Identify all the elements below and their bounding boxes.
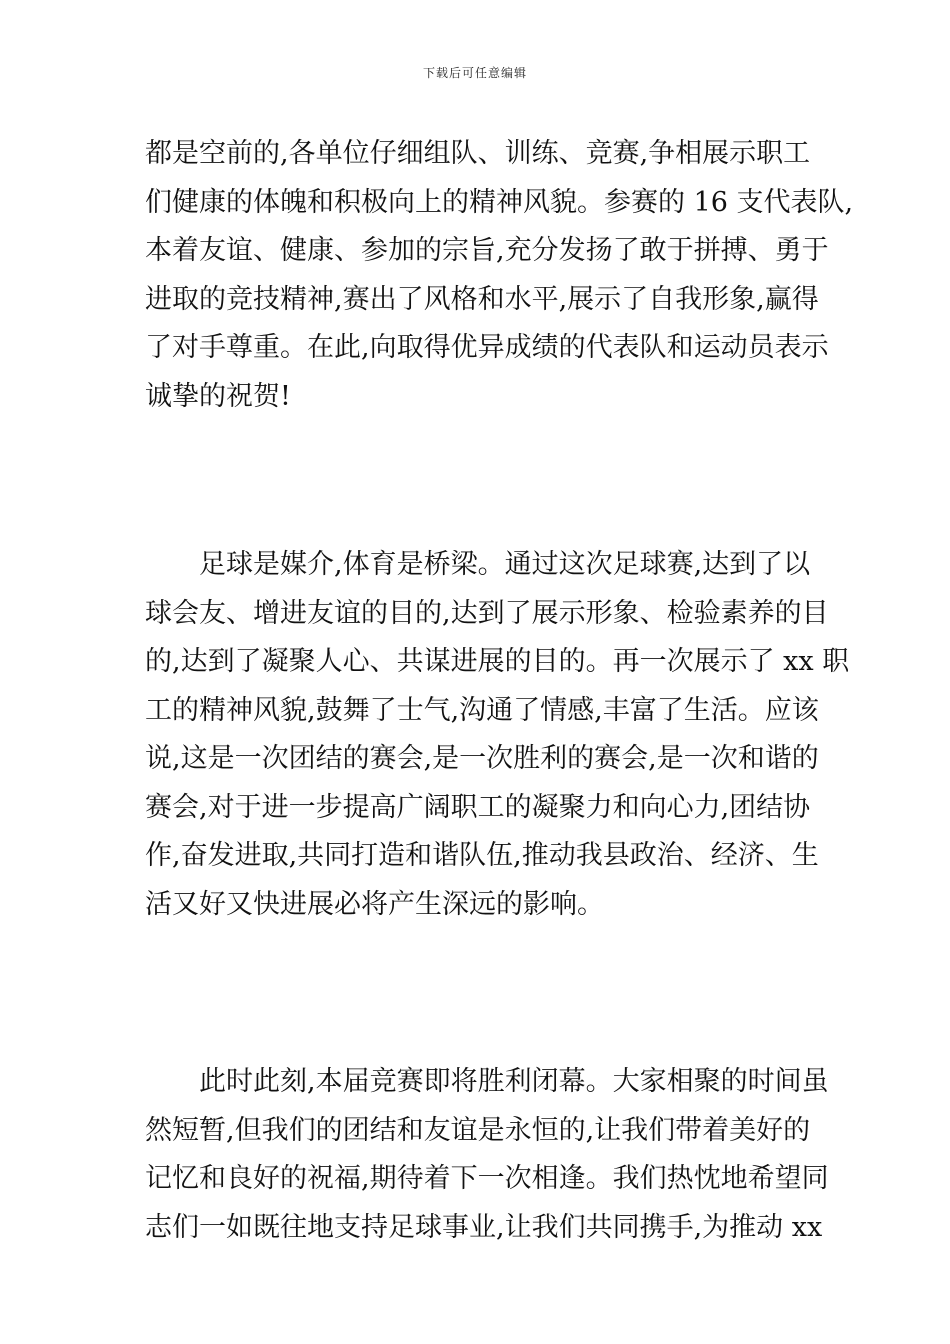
document-body — [145, 130, 854, 1252]
text-line: 了对手尊重。在此,向取得优异成绩的代表队和运动员表示 — [145, 332, 829, 363]
paragraph-1 — [145, 130, 854, 421]
text-line: 记忆和良好的祝福,期待着下一次相逢。我们热忱地希望同 — [145, 1163, 829, 1194]
text-line: 球会友、增进友谊的目的,达到了展示形象、检验素养的目 — [145, 597, 829, 629]
text-line: 进取的竞技精神,赛出了风格和水平,展示了自我形象,赢得 — [145, 283, 819, 315]
text-line: 活又好又快进展必将产生深远的影响。 — [145, 888, 604, 920]
text-line: 然短暂,但我们的团结和友谊是永恒的,让我们带着美好的 — [145, 1114, 811, 1146]
paragraph-2 — [145, 541, 850, 929]
text-line: 足球是媒介,体育是桥梁。通过这次足球赛,达到了以 — [199, 549, 811, 580]
text-line: 诚挚的祝贺! — [145, 380, 291, 412]
text-line: 本着友谊、健康、参加的宗旨,充分发扬了敢于拼搏、勇于 — [145, 235, 829, 266]
text-line: 说,这是一次团结的赛会,是一次胜利的赛会,是一次和谐的 — [145, 743, 819, 774]
text-line: 们健康的体魄和积极向上的精神风貌。参赛的 16 支代表队, — [145, 186, 854, 218]
text-line: 此时此刻,本届竞赛即将胜利闭幕。大家相聚的时间虽 — [199, 1066, 829, 1097]
text-line: 工的精神风貌,鼓舞了士气,沟通了情感,丰富了生活。应该 — [145, 694, 819, 726]
text-line: 都是空前的,各单位仔细组队、训练、竞赛,争相展示职工 — [145, 138, 811, 169]
text-line: 作,奋发进取,共同打造和谐队伍,推动我县政治、经济、生 — [145, 840, 819, 871]
page-header: 下载后可任意编辑 — [422, 66, 527, 80]
text-line: 的,达到了凝聚人心、共谋进展的目的。再一次展示了 xx 职 — [145, 646, 850, 677]
paragraph-3 — [145, 1058, 829, 1252]
paragraph-spacer — [145, 421, 810, 541]
paragraph-spacer — [145, 929, 810, 1058]
text-line: 赛会,对于进一步提高广阔职工的凝聚力和向心力,团结协 — [145, 791, 811, 823]
text-line: 志们一如既往地支持足球事业,让我们共同携手,为推动 xx — [145, 1211, 823, 1243]
